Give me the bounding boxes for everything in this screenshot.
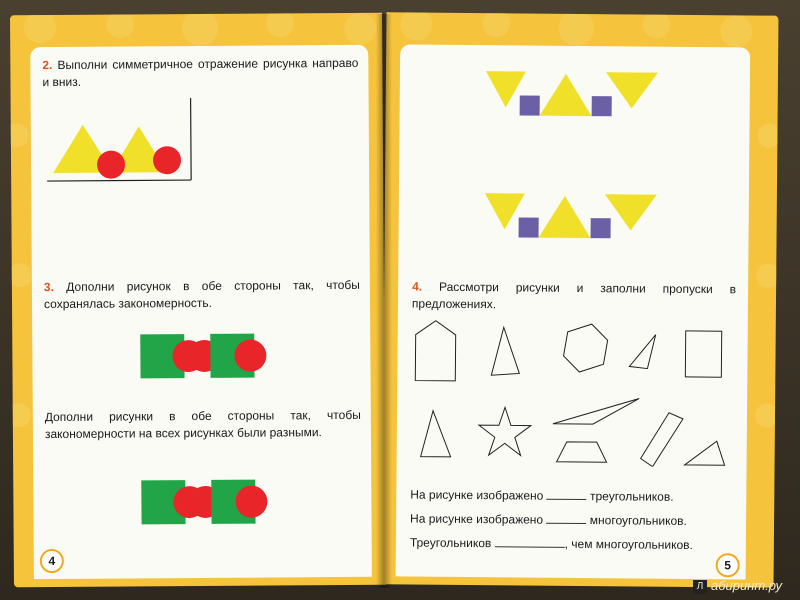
parallelogram-outline [641,413,683,467]
content-panel [396,44,751,579]
labyrinth-logo-icon: Л [693,580,707,594]
answer-blank-2[interactable] [546,512,586,524]
task-number: 4. [412,279,423,294]
star-outline [479,407,531,455]
mirror-line-vertical [191,98,192,180]
pentagon-outline [415,321,456,381]
watermark-text: абиринт.ру [711,578,782,594]
triangle-up-shape [540,74,592,116]
mirror-line-horizontal [47,180,191,181]
sentence-3 [410,535,740,555]
square-shape [520,95,540,115]
right-page [382,12,779,587]
circle-shape [153,146,181,174]
sentence-1 [410,487,740,507]
sentence-text: На рисунке изображено [410,511,544,527]
answer-blank-1[interactable] [547,488,587,500]
circle-shape [235,486,267,518]
task-number: 2. [42,58,53,73]
triangle-down-shape [605,194,657,230]
sentence-text: треугольников. [589,489,674,504]
book-spine [376,14,392,588]
pattern-row-1 [132,327,282,384]
triangle-outline [553,398,639,425]
triangle-outline [491,327,519,375]
triangle-square-pattern-1 [482,67,673,129]
triangle-square-pattern-2 [480,189,671,251]
task-number: 3. [43,280,54,295]
answer-blank-3[interactable] [495,535,565,548]
square-shape [591,218,611,238]
task-3-instruction [44,277,360,313]
outline-figures [407,314,738,467]
triangle-outline [685,441,725,465]
trapezoid-outline [557,442,607,462]
task-text: Дополни рисунки в обе стороны так, чтобы закономерности на всех рисунках были разными. [44,407,361,442]
task-2-instruction [42,55,358,91]
hexagon-outline [563,324,607,372]
square-shape [592,96,612,116]
triangle-down-shape [606,72,658,108]
watermark [693,578,782,594]
pattern-row-2 [133,473,283,530]
circle-shape [97,151,125,179]
sentence-2 [410,511,740,531]
sentence-text: Треугольников [409,535,492,551]
circle-shape [234,340,266,372]
page-number: 5 [716,553,740,577]
left-page [10,13,386,588]
triangle-outline [629,334,655,368]
task-text: Выполни симметричное отражение рисунка направо и вниз. [42,55,359,90]
content-panel [30,45,372,579]
sentence-text: , чем многоугольников. [564,536,693,552]
task-text: Рассмотри рисунки и заполни пропуски в предложениях. [411,279,737,312]
page-number: 4 [40,549,64,573]
task-text: Дополни рисунок в обе стороны так, чтобы сохранялась закономерность. [43,277,360,312]
sentence-text: На рисунке изображено [410,487,544,503]
symmetry-figure [41,94,242,199]
task-3b-instruction [45,407,361,443]
task-4-instruction [412,279,736,316]
triangle-outline [421,411,451,457]
sentence-text: многоугольников. [589,513,687,528]
square-shape [519,217,539,237]
rectangle-outline [685,331,721,377]
triangle-up-shape [539,196,591,238]
